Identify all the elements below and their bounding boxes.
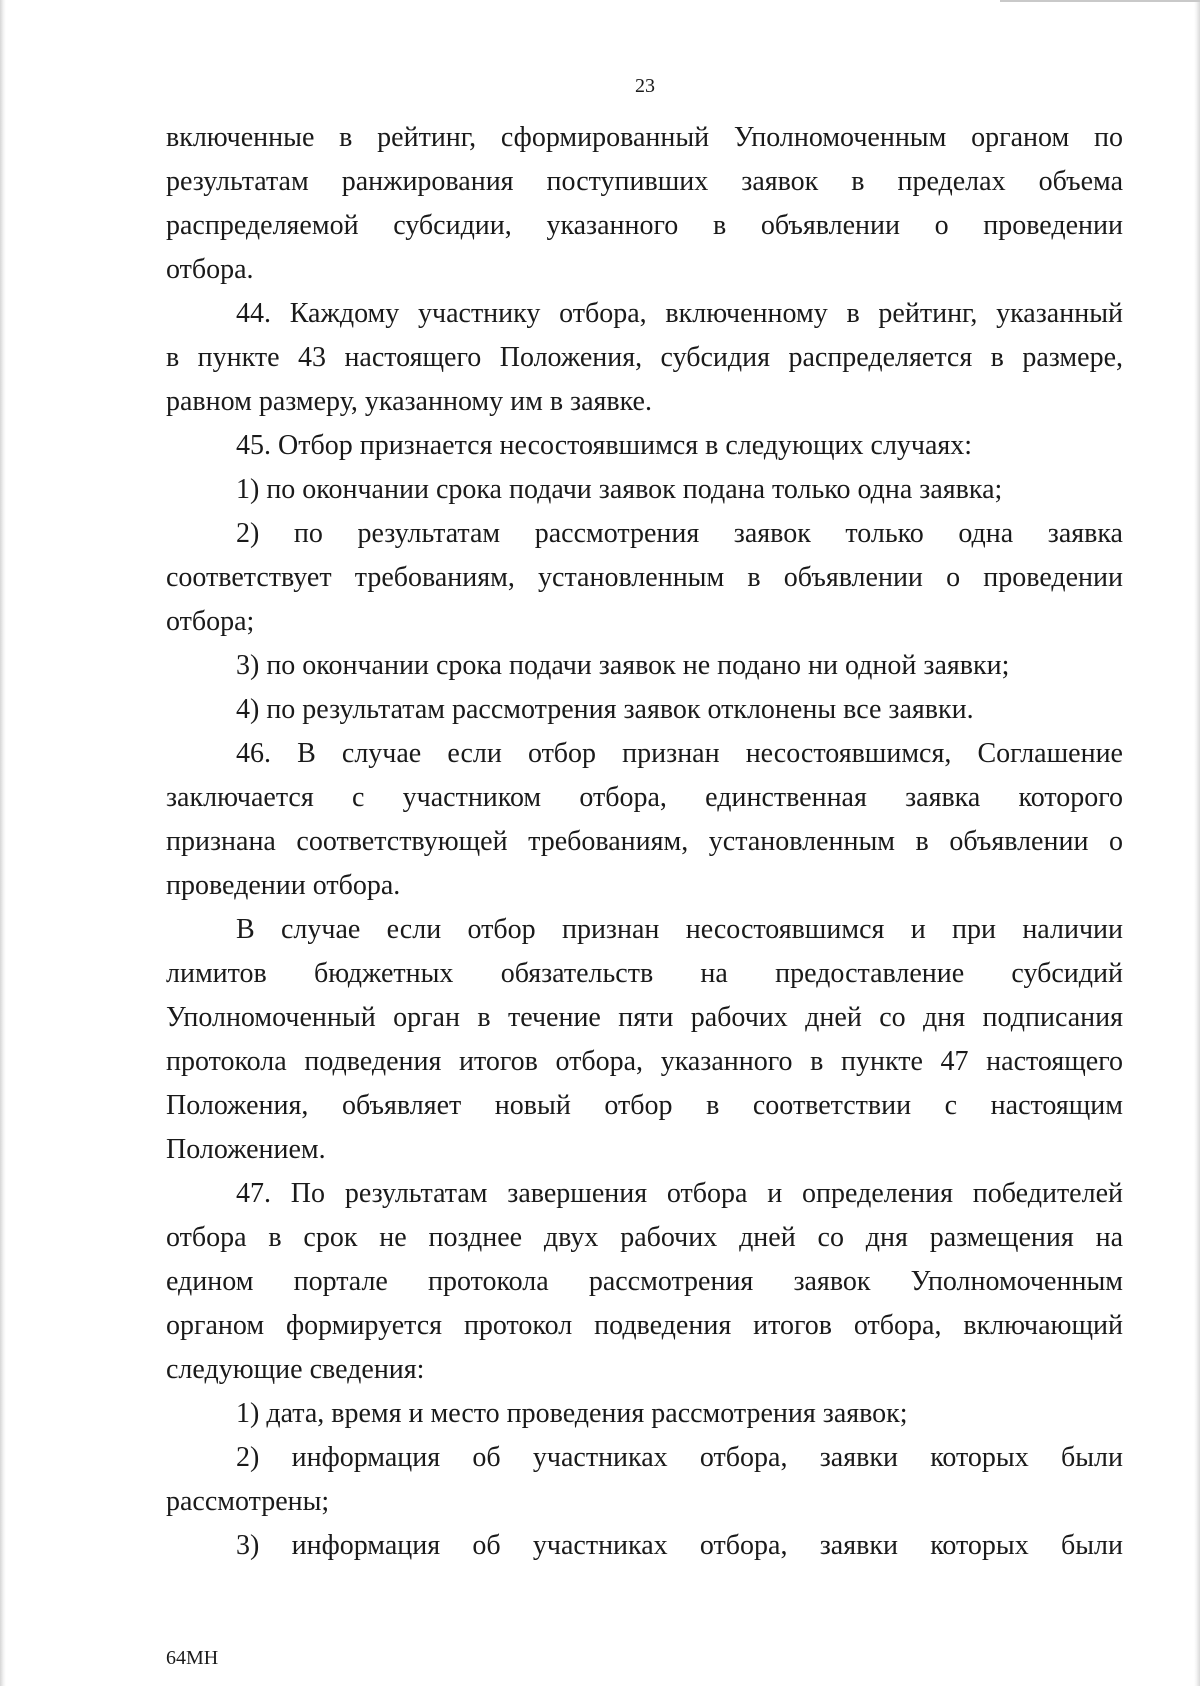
page-number: 23 [635, 75, 655, 97]
text-line: 46. В случае если отбор признан несостоявшимся, Соглашение [236, 738, 1123, 769]
text-line: Положения, объявляет новый отбор в соответствии с настоящим [166, 1090, 1123, 1121]
text-line: 3) по окончании срока подачи заявок не подано ни одной заявки; [236, 650, 1010, 681]
footer-document-code: 64МН [166, 1647, 219, 1669]
text-line: признана соответствующей требованиям, установленным в объявлении о [166, 826, 1123, 857]
text-line: В случае если отбор признан несостоявшимся и при наличии [236, 914, 1123, 945]
text-line: 44. Каждому участнику отбора, включенному в рейтинг, указанный [236, 298, 1123, 329]
text-line: органом формируется протокол подведения итогов отбора, включающий [166, 1310, 1123, 1341]
text-line: 1) дата, время и место проведения рассмотрения заявок; [236, 1398, 908, 1429]
text-line: отбора. [166, 254, 254, 285]
text-line: 45. Отбор признается несостоявшимся в следующих случаях: [236, 430, 973, 461]
text-line: 1) по окончании срока подачи заявок подана только одна заявка; [236, 474, 1003, 505]
text-line: соответствует требованиям, установленным в объявлении о проведении [166, 562, 1123, 593]
text-line: включенные в рейтинг, сформированный Уполномоченным органом по [166, 122, 1123, 153]
document-body [166, 116, 1123, 1568]
text-line: 47. По результатам завершения отбора и определения победителей [236, 1178, 1123, 1209]
text-line: следующие сведения: [166, 1354, 425, 1385]
text-line: отбора; [166, 606, 255, 637]
text-line: 3) информация об участниках отбора, заявки которых были [236, 1530, 1123, 1561]
text-line: отбора в срок не позднее двух рабочих дней со дня размещения на [166, 1222, 1123, 1253]
text-line: распределяемой субсидии, указанного в объявлении о проведении [166, 210, 1123, 241]
text-line: 2) по результатам рассмотрения заявок только одна заявка [236, 518, 1123, 549]
scan-shadow-right [1194, 0, 1200, 1686]
text-line: Положением. [166, 1134, 326, 1165]
text-line: заключается с участником отбора, единственная заявка которого [166, 782, 1123, 813]
text-line: едином портале протокола рассмотрения заявок Уполномоченным [166, 1266, 1123, 1297]
scan-edge-top [1000, 0, 1200, 2]
text-line: результатам ранжирования поступивших заявок в пределах объема [166, 166, 1123, 197]
text-line: рассмотрены; [166, 1486, 330, 1517]
text-line: равном размеру, указанному им в заявке. [166, 386, 652, 417]
text-line: протокола подведения итогов отбора, указанного в пункте 47 настоящего [166, 1046, 1123, 1077]
text-line: 4) по результатам рассмотрения заявок отклонены все заявки. [236, 694, 974, 725]
text-line: 2) информация об участниках отбора, заявки которых были [236, 1442, 1123, 1473]
text-line: Уполномоченный орган в течение пяти рабочих дней со дня подписания [166, 1002, 1123, 1033]
scan-shadow-left [0, 0, 6, 1686]
text-line: проведении отбора. [166, 870, 401, 901]
text-line: лимитов бюджетных обязательств на предоставление субсидий [166, 958, 1123, 989]
text-line: в пункте 43 настоящего Положения, субсидия распределяется в размере, [166, 342, 1123, 373]
